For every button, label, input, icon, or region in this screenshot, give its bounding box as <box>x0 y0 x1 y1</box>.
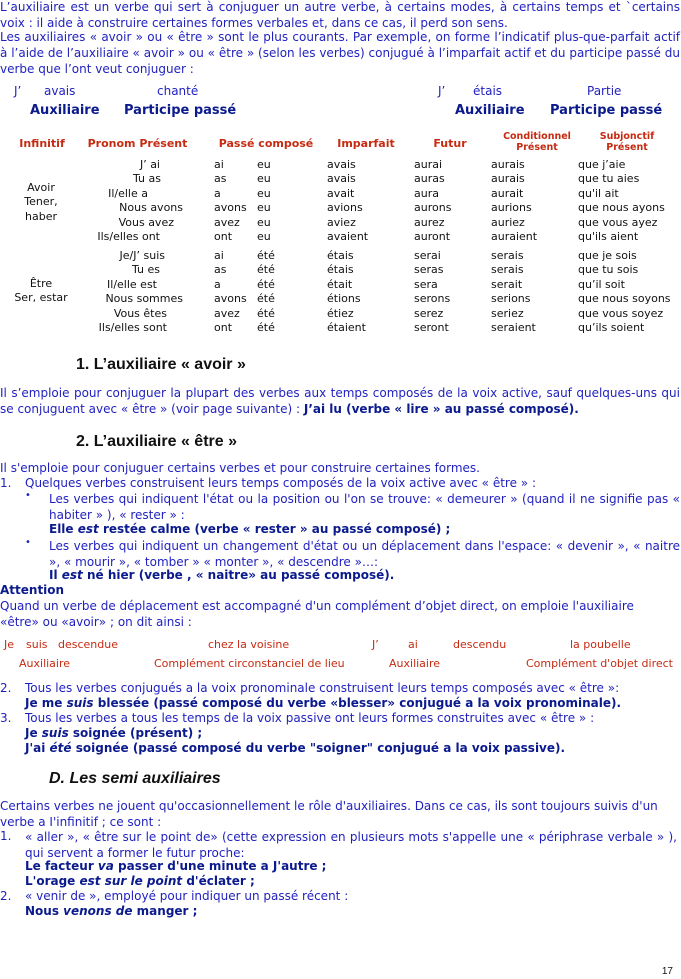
list-number: 3. <box>0 711 12 725</box>
page-number: 17 <box>661 966 673 977</box>
column-header: Subjonctif Présent <box>599 131 655 153</box>
section-title-avoir: 1. L’auxiliaire « avoir » <box>76 356 246 373</box>
example-word: chanté <box>157 84 199 98</box>
example-word: avais <box>44 84 76 98</box>
example-word: J’ <box>438 84 446 98</box>
list-number: 2. <box>0 681 12 695</box>
subjonctif-column: que je sois que tu sois qu’il soit que nous soyons que vous soyez qu’ils soient <box>578 249 671 335</box>
example-word: étais <box>473 84 503 98</box>
passe-compose-aux: ai as a avons avez ont <box>214 249 247 335</box>
list-number: 2. <box>0 889 12 903</box>
attention-label: Attention <box>0 583 65 597</box>
example-word: J’ <box>14 84 22 98</box>
list-item-example: Je suis soignée (présent) ; <box>25 726 203 740</box>
bullet-icon: • <box>25 537 31 548</box>
passe-compose-aux: ai as a avons avez ont <box>214 158 247 244</box>
example-word: Je <box>4 638 15 651</box>
list-item-text: Tous les verbes a tous les temps de la voix passive ont leurs formes construites avec « être » : <box>25 711 595 725</box>
example-label: Auxiliaire <box>455 103 525 118</box>
list-item-example: L'orage est sur le point d'éclater ; <box>25 874 255 888</box>
pronoun-column: J’ ai Tu as Il/elle a Nous avons Vous avez Ils/elles ont <box>97 158 183 244</box>
list-item-example: Nous venons de manger ; <box>25 904 198 918</box>
example-label: Participe passé <box>124 103 237 118</box>
bullet-icon: • <box>25 490 31 501</box>
sectionD-intro: Certains verbes ne jouent qu'occasionnellement le rôle d'auxiliaires. Dans ce cas, ils sont toujours suivis d'un verbe a I'infinitif ; ce sont : <box>0 799 658 829</box>
example-word: chez la voisine <box>208 638 290 651</box>
column-header: Futur <box>433 137 467 150</box>
list-item-example: Le facteur va passer d'une minute a J'autre ; <box>25 859 327 873</box>
passe-compose-pp: eu eu eu eu eu eu <box>257 158 271 244</box>
bullet-text: Les verbes qui indiquent un changement d'état ou un déplacement dans l'espace: « devenir », « naitre », « mourir », « tomber » « monter », « descendre »…: <box>49 539 680 569</box>
list-item-example: Je me suis blessée (passé composé du verbe «blesser» conjugué a la voix pronominale). <box>25 696 622 710</box>
example-label: Auxiliaire <box>19 657 71 670</box>
pronoun-column: Je/J’ suis Tu es Il/elle est Nous sommes Vous êtes Ils/elles sont <box>98 249 183 335</box>
example-word: descendu <box>453 638 507 651</box>
list-number: 1. <box>0 829 12 843</box>
column-header: Conditionnel Présent <box>503 131 571 153</box>
list-item-example: J'ai été soignée (passé composé du verbe "soigner" conjugué a la voix passive). <box>25 741 566 755</box>
conditionnel-column: serais serais serait serions seriez seraient <box>491 249 536 335</box>
example-word: Partie <box>587 84 622 98</box>
list-item-text: « venir de », employé pour indiquer un passé récent : <box>25 889 349 903</box>
example-word: descendue <box>58 638 118 651</box>
subjonctif-column: que j’aie que tu aies qu'il ait que nous ayons que vous ayez qu'ils aient <box>578 158 665 244</box>
conditionnel-column: aurais aurais aurait aurions auriez auraient <box>491 158 538 244</box>
imparfait-column: avais avais avait avions aviez avaient <box>327 158 369 244</box>
bullet-example: Il est né hier (verbe , « naitre» au passé composé). <box>49 568 395 582</box>
example-label: Auxiliaire <box>389 657 441 670</box>
imparfait-column: étais étais était étions étiez étaient <box>327 249 366 335</box>
futur-column: serai seras sera serons serez seront <box>414 249 451 335</box>
example-word: ai <box>408 638 418 651</box>
list-item-text: Tous les verbes conjugués a la voix pronominale construisent leurs temps composés avec « être »: <box>25 681 620 695</box>
section-title-semi-auxiliaires: D. Les semi auxiliaires <box>49 770 221 787</box>
section2-intro: Il s'emploie pour conjuguer certains verbes et pour construire certaines formes. <box>0 461 480 475</box>
infinitive-etre: Être Ser, estar <box>14 277 68 305</box>
infinitive-avoir: Avoir Tener, haber <box>24 181 58 223</box>
column-header: Infinitif <box>19 137 65 150</box>
example-word: J’ <box>372 638 379 651</box>
intro-paragraph-1: L’auxiliaire est un verbe qui sert à conjuguer un autre verbe, à certains modes, à certains temps et `certains voix : il aide à construire certaines formes verbales et, dans ce cas, il perd son sens. <box>0 0 680 30</box>
bullet-text: Les verbes qui indiquent l'état ou la position ou l'on se trouve: « demeurer » (quand il ne signifie pas « habiter » ), « rester » : <box>49 492 680 522</box>
column-header: Passé composé <box>218 137 314 150</box>
column-header: Imparfait <box>337 137 395 150</box>
example-word: suis <box>26 638 48 651</box>
section1-paragraph: Il s’emploie pour conjuguer la plupart des verbes aux temps composés de la voix active, sauf quelques-uns qui se conjuguent avec « être » (voir page suivante) : J’ai lu (verbe « lire » au passé composé). <box>0 386 680 416</box>
bullet-example: Elle est restée calme (verbe « rester » au passé composé) ; <box>49 522 451 536</box>
intro-paragraph-2: Les auxiliaires « avoir » ou « être » sont le plus courants. Par exemple, on forme l’indicatif plus-que-parfait actif à l’aide de l’auxiliaire « avoir » ou « être » (selon les verbes) conjugué à l’imparfait actif et du participe passé du verbe que l’ont veut conjuguer : <box>0 30 680 76</box>
example-label: Participe passé <box>550 103 663 118</box>
example-label: Complément circonstanciel de lieu <box>154 657 345 670</box>
example-label: Complément d'objet direct <box>526 657 673 670</box>
example-label: Auxiliaire <box>30 103 100 118</box>
column-header: Pronom Présent <box>87 137 188 150</box>
list-item-text: « aller », « être sur le point de» (cette expression en plusieurs mots s'appelle une « périphrase verbale » ), qui servent a former le futur proche: <box>25 830 677 860</box>
list-number: 1. <box>0 476 12 490</box>
attention-text: Quand un verbe de déplacement est accompagné d'un complément d’objet direct, on emploie l'auxiliaire «être» ou «avoir» ; on dit ainsi : <box>0 599 634 629</box>
futur-column: aurai auras aura aurons aurez auront <box>414 158 452 244</box>
example-word: la poubelle <box>570 638 631 651</box>
list-item-text: Quelques verbes construisent leurs temps composés de la voix active avec « être » : <box>25 476 536 490</box>
section-title-etre: 2. L’auxiliaire « être » <box>76 433 237 450</box>
passe-compose-pp: été été été été été été <box>257 249 275 335</box>
